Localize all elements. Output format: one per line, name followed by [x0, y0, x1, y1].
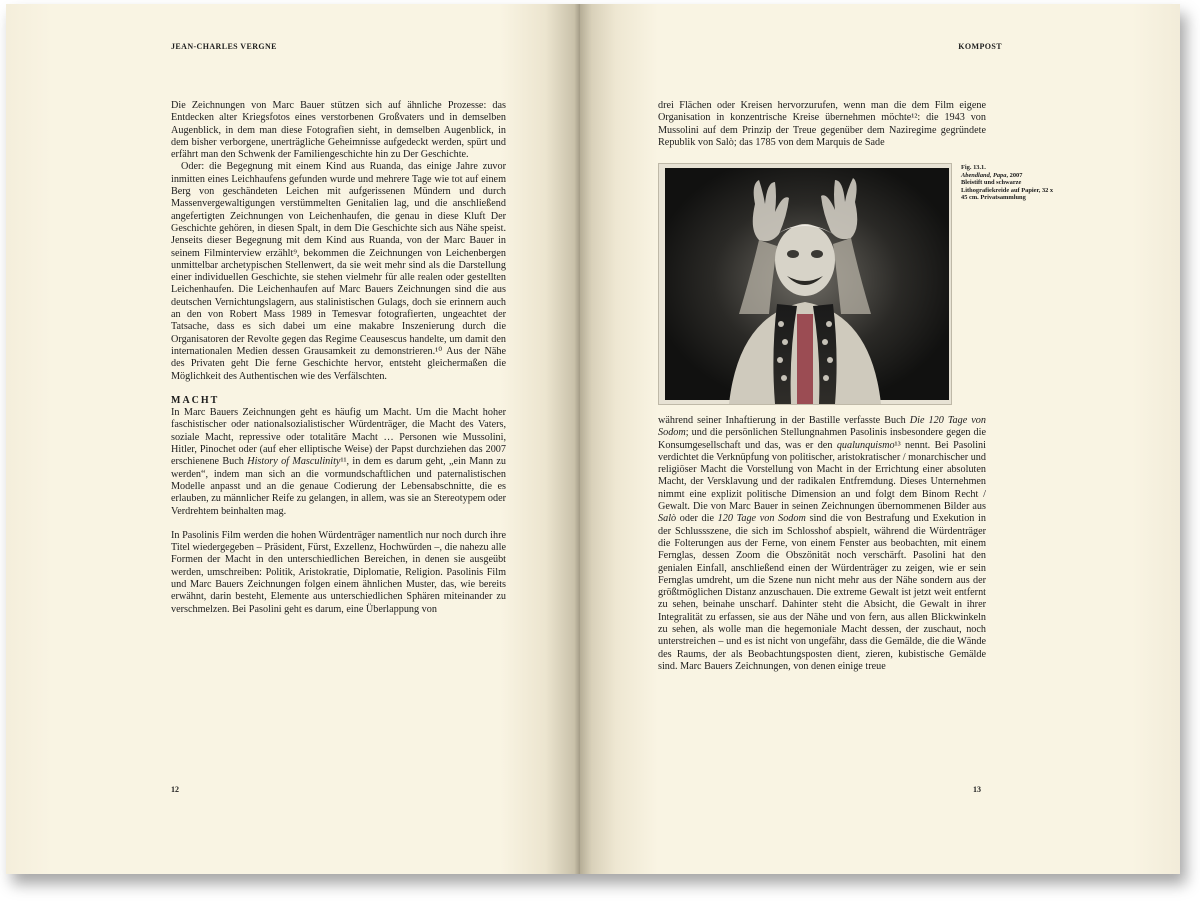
paragraph: drei Flächen oder Kreisen hervorzurufen, wenn man die dem Film eigene Organisation in konzentrische Kreise übernehmen möchte¹²: die 1943 von Mussolini auf dem Prinzip der Treue gegenüber dem Naziregime gegründete Republik von Salò; das 1785 von dem Marquis de Sade: [658, 100, 986, 148]
right-bottom-text: [658, 415, 986, 673]
page-number: 12: [171, 785, 179, 794]
section-heading: MACHT: [171, 394, 220, 406]
figure-caption: [961, 164, 1061, 202]
figure-number: Fig. 13.1.: [961, 164, 986, 171]
book-title: Die 120 Tage von Sodom: [658, 415, 986, 439]
film-title: Salò: [658, 513, 677, 525]
figure-title-line: [961, 172, 1061, 180]
right-top-text: [658, 100, 986, 149]
paragraph: Die Zeichnungen von Marc Bauer stützen sich auf ähnliche Prozesse: das Entdecken alter Kriegsfotos eines verstorbenen Großvaters und in demselben Augenblick, in dem man diese Fotografien sieht, in demselben Augenblick, in dem bisher verborgene, unerträgliche Geheimnisse aufgedeckt werden, spürt und erfährt man den Schwenk der Familiengeschichte hin zu Der Geschichte.: [171, 100, 506, 161]
book-spread: [6, 4, 1180, 874]
term: qualunquismo: [836, 439, 895, 451]
paragraph: Oder: die Begegnung mit einem Kind aus Ruanda, das einige Jahre zuvor inmitten eines Leichhaufens gefunden wurde und mehrere Tage wie tot auf einem Berg von geschändeten Leichen mit aufgerissenen Mündern und durch Massenvergewaltigungen verstümmelten Genitalien lag, und die anschließend angefertigten Zeichnungen von Leichenhaufen, die genau in diese Kluft Der Geschichte gehören, in diesen Spalt, in dem Die Geschichte sich aus Nähe speist. Jenseits dieser Begegnung mit dem Kind aus Ruanda, von der Marc Bauer in seinem Filminterview erzählt⁹, bekommen die Zeichnungen von Leichenbergen unmittelbar archetypischen Stellenwert, da sie weit mehr sind als die Darstellung einer individuellen Geschichte, sie stehen vielmehr für alle realen oder gestellten Leichenhaufen. Die Leichenhaufen auf Marc Bauers Zeichnungen sind die aus deutschen Vernichtungslagern, aus stalinistischen Gulags, doch sie erinnern auch an den von Robert Mass 1989 in Temesvar fotografierten, ungeachtet der Tatsache, dass es sich dabei um eine makabre Inszenierung durch die Organisatoren der Revolte gegen das Regime Ceausescus handelte, um damit den internationalen Medien dessen Grausamkeit zu demonstrieren.¹⁰ Aus der Nähe des Privaten geht Die ferne Geschichte hervor, entsteht gleichermaßen die Möglichkeit des Authentischen wie des Verfälschten.: [171, 161, 506, 382]
figure-title: Abendland, Papa: [961, 171, 1007, 179]
paragraph: während seiner Inhaftierung in der Bastille verfasste Buch Die 120 Tage von Sodom; und die persönlichen Stellungnahmen Pasolinis insbesondere gegen die Konsumgesellschaft und das, was er den qualunquismo¹³ nennt. Bei Pasolini verdichtet die Verknüpfung von politischer, aristokratischer / monarchischer und religiöser Macht die Vorstellung von Macht in der Errichtung einer absoluten Macht, der Versklavung und der radikalen Entfremdung. Dieses Unternehmen nimmt eine explizit politische Dimension an und folgt dem Binom Recht / Gewalt. Die von Marc Bauer in seinen Zeichnungen übernommenen Bilder aus Salò oder die 120 Tage von Sodom sind die von Bestrafung und Exekution in der Schlussszene, die sich im Schlosshof abspielt, während die Würdenträger die Folterungen aus der Ferne, von einem Fenster aus beobachten, mit einem Fernglas, dessen Zoom die Obszönität noch verschärft. Pasolini hat den genialen Einfall, anschließend einen der Würdenträger zu zeigen, wie er sein Fernglas umdreht, um die Szene nun nicht mehr aus der Nähe sondern aus der größtmöglichen Distanz anzuschauen. Die extreme Gewalt ist jetzt weit entfernt zu sehen, beinahe unscharf. Dahinter steht die Absicht, die Gewalt in ihrer Integralität zu erfassen, sie aus der Nähe und von fern, aus allen Blickwinkeln zu sehen, als wolle man die hegemoniale Macht dessen, der zuschaut, noch unterstreichen – und es ist nicht von ungefähr, dass die Gemälde, die die Wände des Raums, der als Beobachtungsposten dient, zieren, kubistische Gemälde sind. Marc Bauers Zeichnungen, von denen einige treue: [658, 415, 986, 672]
running-head-author: JEAN-CHARLES VERGNE: [171, 42, 277, 51]
right-page: [580, 4, 1180, 874]
paragraph: In Marc Bauers Zeichnungen geht es häufig um Macht. Um die Macht hoher faschistischer oder nationalsozialistischer Würdenträger, die Macht des Vaters, soziale Macht, repressive oder totalitäre Macht … Personen wie Mussolini, Hitler, Pinochet oder (auf eher elliptische Weise) der Papst durchziehen das 2007 erschienene Buch History of Masculinity¹¹, in dem es darum geht, „ein Mann zu werden“, indem man sich an die vormundschaftlichen und paternalistischen Modelle anpasst und an die genaue Codierung der Lebensabschnitte, die es erlauben, zu männlicher Reife zu gelangen, in allem, was sie an Stereotypem oder Verdrehtem beinhalten mag.: [171, 407, 506, 517]
film-title: 120 Tage von Sodom: [717, 513, 806, 525]
page-number: 13: [973, 785, 981, 794]
pope-drawing-image: [659, 164, 951, 404]
figure-year: , 2007: [1006, 171, 1023, 179]
book-title: History of Masculinity: [247, 456, 341, 468]
left-body-text: [171, 100, 506, 616]
left-page: [6, 4, 580, 874]
pope-drawing-figure: [658, 163, 952, 405]
running-head-title: KOMPOST: [958, 42, 1002, 51]
paragraph: In Pasolinis Film werden die hohen Würdenträger namentlich nur noch durch ihre Titel wiedergegeben – Präsident, Fürst, Exzellenz, Hochwürden –, die nahezu alle Formen der Macht in den unterschiedlichen Bereichen, in denen sie ausgeübt werden, umschreiben: Politik, Aristokratie, Diplomatie, Religion. Pasolinis Film und Marc Bauers Zeichnungen folgen einem ähnlichen Muster, das, wie bereits erwähnt, darin besteht, Elemente aus unterschiedlichen Sphären miteinander zu verschmelzen. Bei Pasolini geht es darum, eine Überlappung von: [171, 529, 506, 615]
figure-details: Bleistift und schwarze Lithografiekreide auf Papier, 32 x 45 cm. Privatsammlung: [961, 179, 1054, 202]
